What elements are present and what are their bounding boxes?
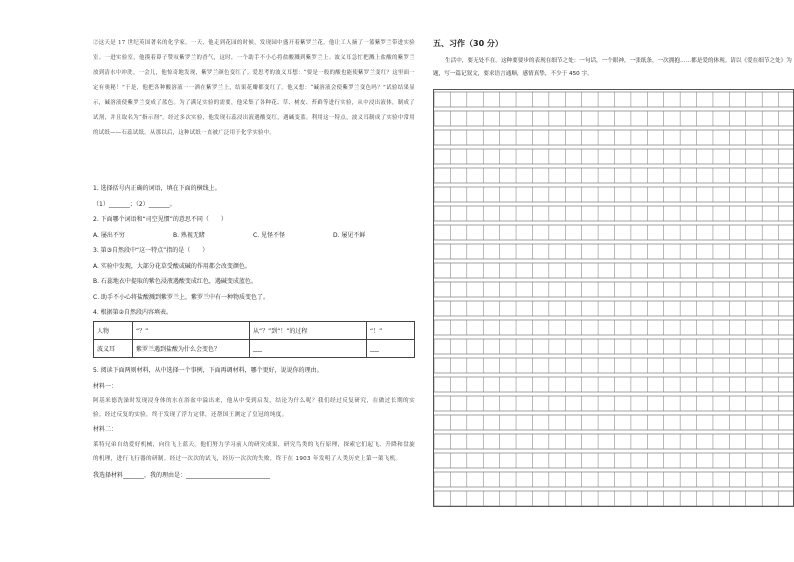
- material-2-text: 莱特兄弟自幼爱好机械，向往飞上蓝天。他们努力学习前人的研究成果，研究鸟类的飞行原理，探索它们起飞、升降和盘旋的机理，进行飞行器的研制。经过一次次的试飞，经历一次次的失败，终于在 1903 年发明了人类历史上第一架飞机。: [93, 441, 415, 462]
- grid-row: [434, 244, 794, 259]
- question-2-prompt: 2. 下面哪个词语和“司空见惯”的意思不同（ ）: [93, 216, 227, 223]
- material-1-title: 材料一：: [93, 382, 118, 390]
- answer-cell[interactable]: ___: [367, 339, 415, 357]
- option-b[interactable]: B. 石蕊地衣中提取的紫色浸液遇酸变成红色，遇碱变成蓝色。: [93, 278, 257, 285]
- grid-row: [434, 187, 794, 202]
- table-cell: 紫罗兰遇到盐酸为什么会变色？: [133, 339, 250, 357]
- grid-row: [434, 206, 794, 221]
- grid-row: [434, 149, 794, 164]
- question-3: [93, 243, 415, 305]
- option-c[interactable]: C. 助手不小心将盐酸溅到紫罗兰上，紫罗兰中有一种物质变色了。: [93, 293, 270, 301]
- question-1-blanks[interactable]: （1）_______；（2）_______。: [93, 200, 176, 208]
- option-c[interactable]: C. 见怪不怪: [253, 231, 286, 239]
- grid-row: [434, 301, 794, 316]
- grid-row: [434, 396, 794, 411]
- grid-row: [434, 92, 794, 107]
- question-3-prompt: 3. 第③自然段中“这一特点”指的是（ ）: [93, 247, 209, 254]
- table-cell: “？”: [133, 321, 250, 339]
- writing-grid-lines: [434, 90, 794, 508]
- choice-answer-line[interactable]: 我选择材料_______，我的理由是：____________________________: [93, 471, 271, 479]
- grid-row: [434, 472, 794, 487]
- grid-row: [434, 111, 794, 126]
- table-cell: 人物: [94, 321, 133, 339]
- question-2: [93, 212, 415, 243]
- composition-section: [433, 38, 793, 81]
- option-b[interactable]: B. 熟视无睹: [173, 231, 205, 239]
- grid-row: [434, 415, 794, 430]
- writing-grid[interactable]: [433, 89, 794, 507]
- reading-section: [93, 36, 415, 141]
- grid-row: [434, 168, 794, 183]
- composition-prompt: 生活中，要无处不在。这种要要步的表现在细节之处：一句话，一个眼神，一张纸条，一次拥抱……都是爱的体现。请以《爱在细节之处》为题，写一篇记叙文，要求语言通顺，感情真挚，不少于 450 字。: [433, 58, 792, 77]
- option-a[interactable]: A. 实验中发现，大部分花草受酸或碱的作用都会改变颜色。: [93, 262, 251, 270]
- grid-row: [434, 263, 794, 278]
- table-row: [94, 321, 415, 339]
- table-cell: “！”: [367, 321, 415, 339]
- info-table: [93, 321, 415, 358]
- table-cell: 从“？”到“！”的过程: [250, 321, 367, 339]
- table-cell: 波义耳: [94, 339, 133, 357]
- grid-row: [434, 320, 794, 335]
- material-1-text: 阿基米德洗澡时发现浸身体的水在浴盆中溢出来，他从中受到启发，结论为什么呢？我们经过反复研究，在做过长期的实验。经过反复的实验，终于发现了浮力定律，还帮国王测定了皇冠的纯度。: [93, 398, 415, 418]
- material-2-title: 材料二：: [93, 426, 118, 433]
- grid-row: [434, 358, 794, 373]
- question-5-prompt: 5. 阅读下面两则材料，从中选择一个事例，下面再调材料，哪个更好，说说你的理由。: [93, 367, 323, 374]
- option-a[interactable]: A. 屡出不穷: [93, 231, 125, 239]
- grid-row: [434, 282, 794, 297]
- table-row: [94, 339, 415, 357]
- question-5: [93, 363, 415, 483]
- question-4-prompt: 4. 根据第②自然段内容填表。: [93, 309, 173, 316]
- reading-passage: ②这天是 17 世纪英国著名的化学家。一天，他走到花园的时候，发现园中盛开着紫罗兰花。他让工人摘了一篮紫罗兰带进实验室。一进实验室，他摸着鼻子赞叹紫罗兰的香气，这时，一个助手不小心将盐酸溅到紫罗兰上。波义耳急忙把溅上盐酸的紫罗兰放到清水中冲洗。一会儿，他惊奇地发现，紫罗兰颜色变红了。爱思考的波义耳想：“要是一般的酸也能使紫罗兰变红？这里面一定有奥秘！”于是，他把各种酸溶液一一洒在紫罗兰上，结果花瓣都变红了。他又想：“碱溶液会使紫罗兰变色吗？”试验结果显示，碱溶液使紫罗兰变成了蓝色。为了满足实验的需要，他采集了各种花、草、树皮、苔藓等进行实验，从中浸出液体，制成了试剂，并且取名为“指示剂”。经过多次实验，他发现石蕊浸出液遇酸变红，遇碱变蓝。利用这一特点，波义耳制成了实验中常用的试纸——石蕊试纸。从那以后，这种试纸一直被广泛用于化学实验中。: [93, 40, 415, 136]
- grid-row: [434, 434, 794, 449]
- grid-row: [434, 491, 794, 506]
- grid-row: [434, 339, 794, 354]
- grid-row: [434, 377, 794, 392]
- grid-row: [434, 225, 794, 240]
- grid-row: [434, 130, 794, 145]
- option-d[interactable]: D. 屡见不鲜: [333, 231, 366, 239]
- question-1: [93, 181, 415, 212]
- question-4: [93, 305, 415, 358]
- section-title: 五、习作（30 分）: [433, 39, 503, 48]
- question-1-prompt: 1. 选择括号内正确的词语，填在下面的横线上。: [93, 185, 221, 192]
- answer-cell[interactable]: ___: [250, 339, 367, 357]
- grid-row: [434, 453, 794, 468]
